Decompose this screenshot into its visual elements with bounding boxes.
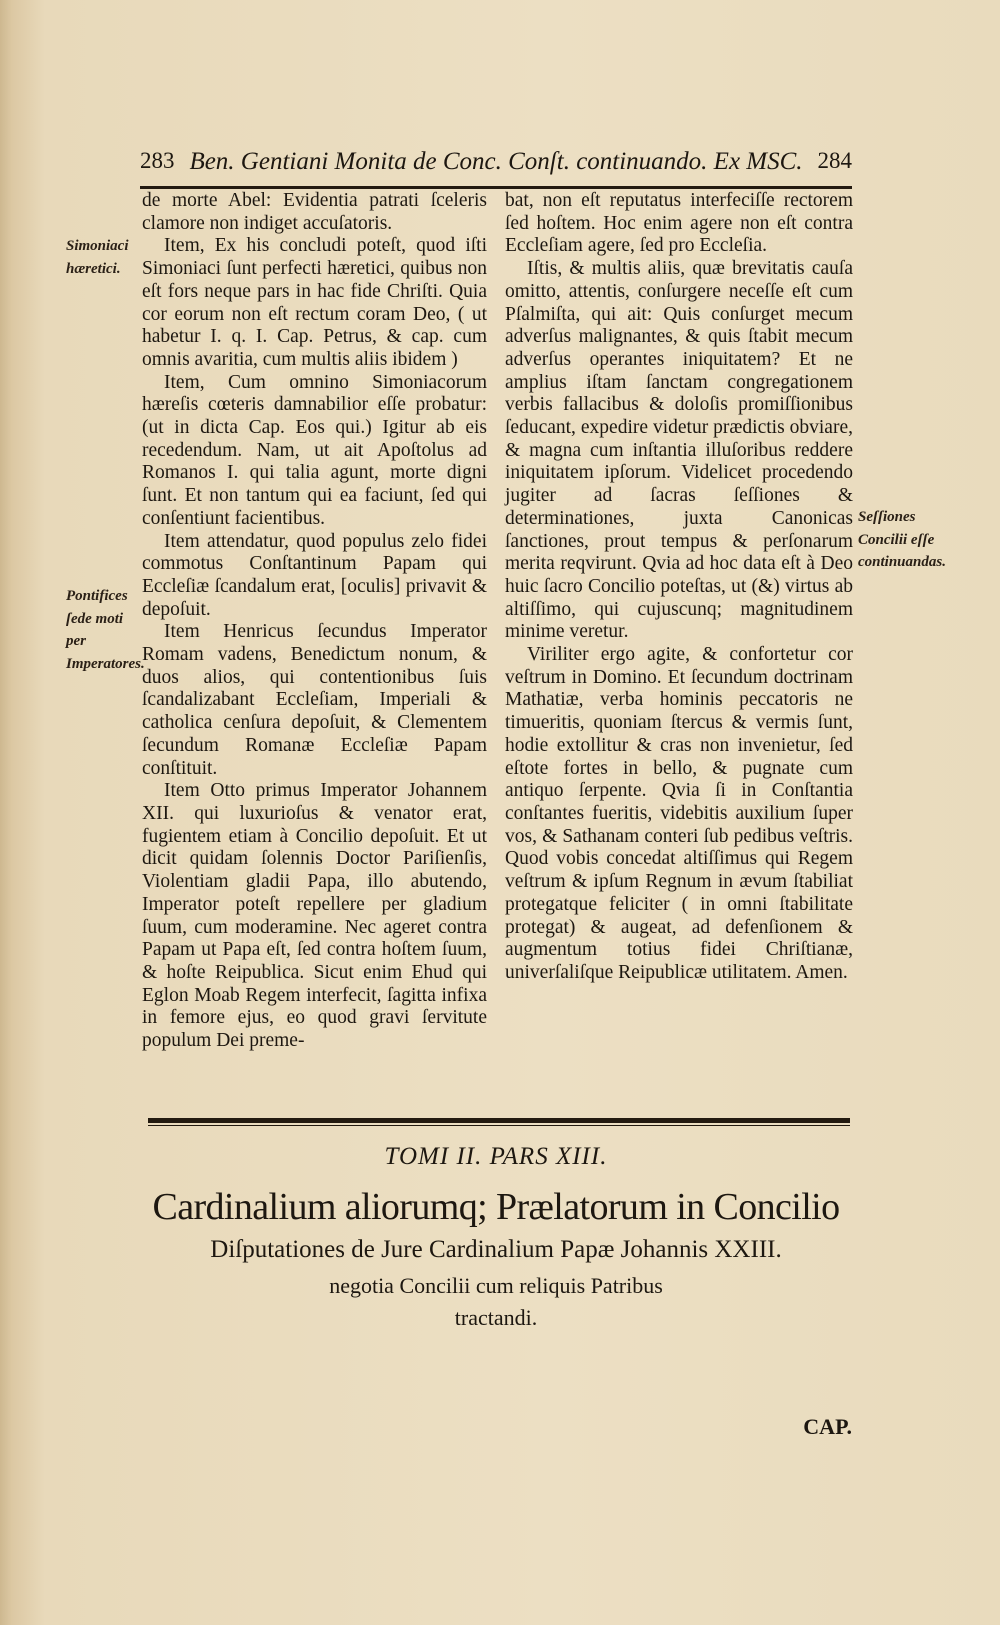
paragraph: de morte Abel: Evidentia patrati ſceleris clamore non indiget accuſatoris. — [142, 190, 487, 234]
catchword: CAP. — [803, 1414, 852, 1439]
section-heading: Cardinalium aliorumq; Prælatorum in Concilio — [152, 1186, 840, 1228]
paragraph: Item, Cum omnino Simoniacorum hæreſis cœteris damnabilior eſſe probatur: (ut in dicta Cap. Eos qui.) Igitur ab eis recedendum. Nam, ut ait Apoſtolus ad Romanos I. qui talia agunt, morte digni ſunt. Et non tantum qui ea faciunt, ſed qui conſentiunt facientibus. — [142, 371, 487, 529]
section-subheading-line3: negotia Concilii cum reliquis Patribus — [329, 1273, 663, 1298]
running-head — [140, 148, 852, 182]
page-number-right: 284 — [817, 148, 852, 173]
paragraph: Viriliter ergo agite, & confortetur cor veſtrum in Domino. Et ſecundum doctrinam Mathatiæ, verba hominis peccatoris ne timueritis, quoniam ſtercus & vermis ſunt, hodie extollitur & cras non invenietur, ſed eſtote fortes in bello, & pugnate cum antiquo ſerpente. Qvia ſi in Conſtantia conſtantes fueritis, videbitis auxilium ſuper vos, & Sathanam conteri ſub pedibus veſtris. Quod vobis concedat altiſſimus qui Regem veſtrum & ipſum Regnum in ævum ſtabiliat protegatque feliciter ( in omni ſtabilitate protegat) & augeat, ad defenſionem & augmentum totius fidei Chriſtianæ, univerſaliſque Reipublicæ utilitatem. Amen. — [505, 644, 853, 983]
right-column — [505, 190, 853, 985]
paragraph: Item Henricus ſecundus Imperator Romam vadens, Benedictum nonum, & duos alios, qui contentionibus ſuis ſcandalizabant Eccleſiam, Imperiali & catholica cenſura depoſuit, & Clementem ſecundum Romanæ Eccleſiæ Papam conſtituit. — [142, 621, 487, 779]
running-title: Ben. Gentiani Monita de Conc. Conſt. continuando. Ex MSC. — [189, 148, 803, 175]
section-rule — [148, 1118, 850, 1123]
margin-note-pontifices: Pontifices ſede moti per Imperatores. — [66, 588, 145, 673]
section-label: TOMI II. PARS XIII. — [384, 1143, 608, 1170]
paragraph: Item, Ex his concludi poteſt, quod iſti Simoniaci ſunt perfecti hæretici, quibus non eſt fors neque pars in hac fide Chriſti. Quia cor eorum non eſt rectum coram Deo, ( ut habetur I. q. I. Cap. Petrus, & cap. cum omnis avaritia, cum multis aliis ibidem ) — [142, 235, 487, 370]
section-subheading: Diſputationes de Jure Cardinalium Papæ Johannis XXIII. — [210, 1236, 782, 1263]
paragraph: Item Otto primus Imperator Johannem XII. qui luxurioſus & venator erat, fugientem etiam à Concilio depoſuit. Et ut dicit quidam ſolennis Doctor Pariſienſis, Violentiam gladii Papa, illo abutendo, Imperator poteſt repellere per gladium ſuum, cum moderamine. Nec ageret contra Papam ut Papa eſt, ſed contra hoſtem ſuum, & hoſte Reipublica. Sicut enim Ehud qui Eglon Moab Regem interfecit, ſagitta infixa in femore ejus, eo quod gravi ſervitute populum Dei preme- — [142, 780, 487, 1052]
margin-note-simoniaci: Simoniaci hæretici. — [66, 238, 129, 277]
paragraph: bat, non eſt reputatus interfeciſſe rectorem ſed hoſtem. Hoc enim agere non eſt contra Eccleſiam agere, ſed pro Eccleſia. — [505, 190, 853, 257]
margin-note-sessiones: Seſſiones Concilii eſſe continuandas. — [858, 509, 946, 571]
left-column — [142, 190, 487, 1053]
section-subheading-line4: tractandi. — [454, 1305, 538, 1330]
section-rule-thin — [148, 1125, 850, 1126]
header-rule — [140, 186, 852, 189]
page-number-left: 283 — [140, 148, 175, 173]
paragraph: Item attendatur, quod populus zelo fidei commotus Conſtantinum Papam qui Eccleſiæ ſcandalum erat, [oculis] privavit & depoſuit. — [142, 530, 487, 620]
paragraph: Iſtis, & multis aliis, quæ brevitatis cauſa omitto, attentis, conſurgere neceſſe eſt cum Pſalmiſta, qui ait: Quis conſurget mecum adverſus malignantes, & quis ſtabit mecum adverſus operantes iniquitatem? Et ne amplius iſtam ſanctam congregationem verbis fallacibus & doloſis promiſſionibus ſeducant, expedire videtur prædictis obviare, & magna cum inſtantia illuſoribus reddere iniquitatem ipſorum. Videlicet procedendo jugiter ad ſacras ſeſſiones & determinationes, juxta Canonicas ſanctiones, prout tempus & perſonarum merita reqvirunt. Qvia ad hoc data eſt à Deo huic ſacro Concilio poteſtas, ut (&) virtus ab altiſſimo, qui cujuscunq; magnitudinem minime veretur. — [505, 258, 853, 643]
